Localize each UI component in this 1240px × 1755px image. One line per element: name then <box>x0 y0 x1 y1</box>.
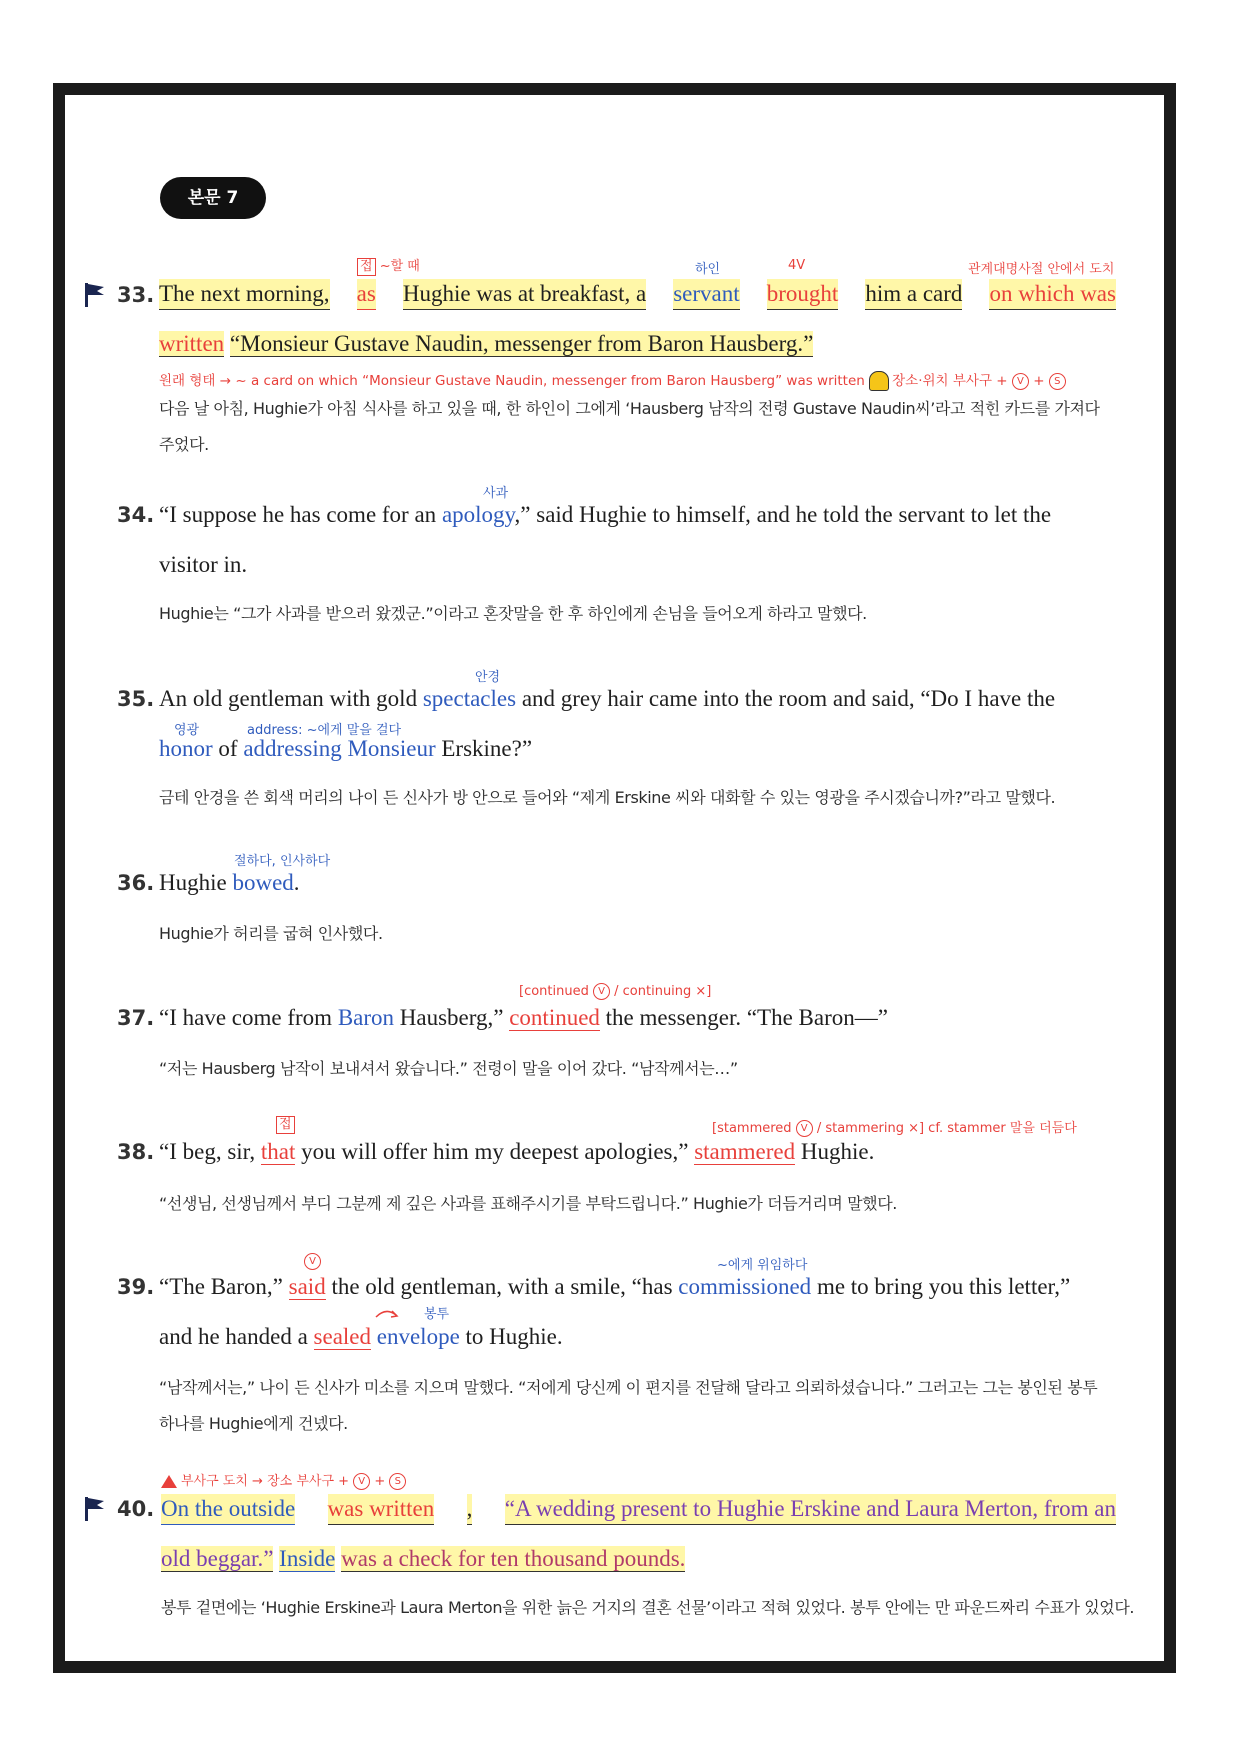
word-apology: apology <box>441 502 515 527</box>
word-sealed: sealed <box>313 1324 372 1349</box>
annotation-v-39 <box>304 1253 321 1270</box>
sentence-number-36: 36. <box>117 871 155 895</box>
flag-icon <box>84 1496 106 1522</box>
conj-box: 접 <box>357 258 376 276</box>
sentence-35-line-2 <box>159 734 532 764</box>
phrase: Erskine?” <box>441 736 533 761</box>
phrase: Hughie <box>159 870 227 895</box>
phrase: to Hughie. <box>465 1324 563 1349</box>
word-that: that <box>260 1139 296 1164</box>
annotation-spectacles: 안경 <box>475 670 501 685</box>
sentence-34-line-1 <box>159 500 1051 530</box>
note-text: + <box>374 1474 386 1489</box>
annotation-commissioned: ~에게 위임하다 <box>717 1258 808 1273</box>
v-circle: V <box>304 1253 321 1270</box>
sentence-number-40: 40. <box>117 1497 155 1521</box>
word-written: written <box>159 331 225 356</box>
note-text: + <box>1033 373 1045 389</box>
phrase: was a check for ten thousand pounds. <box>341 1546 686 1571</box>
sentence-36 <box>159 868 300 898</box>
phrase: the old gentleman, with a smile, “has <box>331 1274 673 1299</box>
sentence-number-39: 39. <box>117 1275 155 1299</box>
note-text: / stammering ×] cf. stammer 말을 더듬다 <box>816 1121 1077 1136</box>
sentence-37 <box>159 1003 888 1033</box>
sentence-number-33: 33. <box>117 283 155 307</box>
sentence-33-line-2 <box>159 329 813 359</box>
bell-icon <box>869 371 889 391</box>
sentence-number-34: 34. <box>117 503 155 527</box>
word-brought: brought <box>767 279 839 310</box>
phrase: An old gentleman with gold <box>159 686 418 711</box>
annotation-address: address: ~에게 말을 걸다 <box>247 723 402 738</box>
annotation-honor: 영광 <box>174 723 200 738</box>
phrase: “I suppose he has come for an <box>159 502 437 527</box>
phrase: . <box>293 870 300 895</box>
word-inside: Inside <box>279 1546 336 1571</box>
note-text: [stammered <box>712 1121 792 1136</box>
warning-icon <box>161 1475 177 1488</box>
word-continued: continued <box>509 1005 600 1030</box>
phrase: ,” said Hughie to himself, and he told the servant to let the <box>514 502 1052 527</box>
phrase: Hughie. <box>800 1139 875 1164</box>
phrase: him a card <box>865 279 962 310</box>
sentence-40-line-1 <box>161 1494 1116 1525</box>
phrase-quote: old beggar.” <box>161 1546 274 1571</box>
sentence-33-line-1 <box>159 279 1116 310</box>
sentence-40-line-2 <box>161 1544 685 1574</box>
word-bowed: bowed <box>232 870 294 895</box>
conj-box: 접 <box>276 1116 295 1134</box>
phrase: “Monsieur Gustave Naudin, messenger from Baron Hausberg.” <box>229 331 814 356</box>
word-stammered: stammered <box>694 1139 796 1164</box>
s-circle: S <box>1049 373 1066 390</box>
translation-35: 금테 안경을 쓴 회색 머리의 나이 든 신사가 방 안으로 들어와 “제게 Erskine 씨와 대화할 수 있는 영광을 주시겠습니까?”라고 말했다. <box>159 788 1056 807</box>
v-circle: V <box>1012 373 1029 390</box>
v-circle: V <box>593 983 610 1000</box>
translation-38: “선생님, 선생님께서 부디 그분께 제 깊은 사과를 표해주시기를 부탁드립니다.” Hughie가 더듬거리며 말했다. <box>159 1194 897 1213</box>
translation-34: Hughie는 “그가 사과를 받으러 왔겠군.”이라고 혼잣말을 한 후 하인에게 손님을 들어오게 하라고 말했다. <box>159 604 867 623</box>
phrase: you will offer him my deepest apologies,” <box>301 1139 689 1164</box>
sentence-39-line-2 <box>159 1322 563 1352</box>
v-circle: V <box>796 1120 813 1137</box>
s-circle: S <box>389 1473 406 1490</box>
word-commissioned: commissioned <box>678 1274 812 1299</box>
annotation-continued <box>519 983 711 1000</box>
phrase-quote: “A wedding present to Hughie Erskine and Laura Merton, from an <box>505 1494 1116 1525</box>
conj-as: as <box>357 279 376 310</box>
phrase-on-which-was: on which was <box>989 279 1115 310</box>
annotation-conj-38 <box>276 1116 295 1134</box>
translation-40: 봉투 겉면에는 ‘Hughie Erskine과 Laura Merton을 위한 늙은 거지의 결혼 선물’이라고 적혀 있었다. 봉투 안에는 만 파운드짜리 수표가 있었다. <box>161 1598 1135 1617</box>
phrase: the messenger. “The Baron—” <box>605 1005 888 1030</box>
arrow-icon <box>374 1307 400 1319</box>
note-text: / continuing ×] <box>614 984 712 999</box>
phrase-addressing: addressing Monsieur <box>243 736 436 761</box>
translation-37: “저는 Hausberg 남작이 보내셔서 왔습니다.” 전령이 말을 이어 갔다. “남작께서는…” <box>159 1059 738 1078</box>
annotation-relative-inversion: 관계대명사절 안에서 도치 <box>968 262 1115 277</box>
phrase: me to bring you this letter,” <box>816 1274 1071 1299</box>
annotation-4v: 4V <box>788 258 806 273</box>
note-text: 장소·위치 부사구 + <box>892 373 1008 389</box>
word-envelope: envelope <box>376 1324 460 1349</box>
translation-33-line-1: 다음 날 아침, Hughie가 아침 식사를 하고 있을 때, 한 하인이 그에게 ‘Hausberg 남작의 전령 Gustave Naudin씨’라고 적힌 카드를 가져다 <box>159 399 1100 418</box>
phrase: “I beg, sir, <box>159 1139 256 1164</box>
word-honor: honor <box>159 736 213 761</box>
phrase: and grey hair came into the room and said, “Do I have the <box>521 686 1056 711</box>
v-circle: V <box>353 1473 370 1490</box>
flag-icon <box>84 282 106 308</box>
phrase: “The Baron,” <box>159 1274 283 1299</box>
phrase: Hausberg,” <box>399 1005 504 1030</box>
sentence-number-37: 37. <box>117 1006 155 1030</box>
note-text: 부사구 도치 → 장소 부사구 + <box>181 1474 350 1489</box>
sentence-number-35: 35. <box>117 687 155 711</box>
translation-36: Hughie가 허리를 굽혀 인사했다. <box>159 924 383 943</box>
sentence-number-38: 38. <box>117 1140 155 1164</box>
note-original-form <box>159 369 1066 391</box>
phrase-on-the-outside: On the outside <box>161 1494 295 1525</box>
note-text: 원래 형태 → ~ a card on which “Monsieur Gustave Naudin, messenger from Baron Hausberg” was written <box>159 373 865 389</box>
annotation-inversion <box>161 1470 406 1490</box>
translation-39-line-2: 하나를 Hughie에게 건넸다. <box>159 1414 348 1433</box>
phrase: “I have come from <box>159 1005 333 1030</box>
annotation-servant: 하인 <box>695 262 721 277</box>
annotation-envelope: 봉투 <box>424 1307 450 1322</box>
word-spectacles: spectacles <box>422 686 517 711</box>
translation-39-line-1: “남작께서는,” 나이 든 신사가 미소를 지으며 말했다. “저에게 당신께 이 편지를 전달해 달라고 의뢰하셨습니다.” 그러고는 그는 봉인된 봉투 <box>159 1378 1098 1397</box>
word-said: said <box>288 1274 326 1299</box>
sentence-38 <box>159 1137 874 1167</box>
annotation-stammered <box>712 1117 1077 1137</box>
annotation-conj <box>357 255 420 276</box>
translation-33-line-2: 주었다. <box>159 435 209 454</box>
phrase: , <box>467 1494 473 1525</box>
phrase: Hughie was at breakfast, a <box>403 279 646 310</box>
phrase: The next morning, <box>159 279 330 310</box>
phrase: and he handed a <box>159 1324 308 1349</box>
word-servant: servant <box>673 279 739 310</box>
annotation-apology: 사과 <box>483 486 509 501</box>
section-badge: 본문 7 <box>160 177 266 219</box>
sentence-39-line-1 <box>159 1272 1070 1302</box>
note-text: [continued <box>519 984 589 999</box>
annotation-when: ~할 때 <box>379 259 420 274</box>
word-baron: Baron <box>337 1005 395 1030</box>
annotation-bowed: 절하다, 인사하다 <box>234 854 331 869</box>
sentence-35-line-1 <box>159 684 1055 714</box>
phrase-was-written: was written <box>328 1494 435 1525</box>
phrase: of <box>218 736 238 761</box>
sentence-34-line-2: visitor in. <box>159 552 248 577</box>
